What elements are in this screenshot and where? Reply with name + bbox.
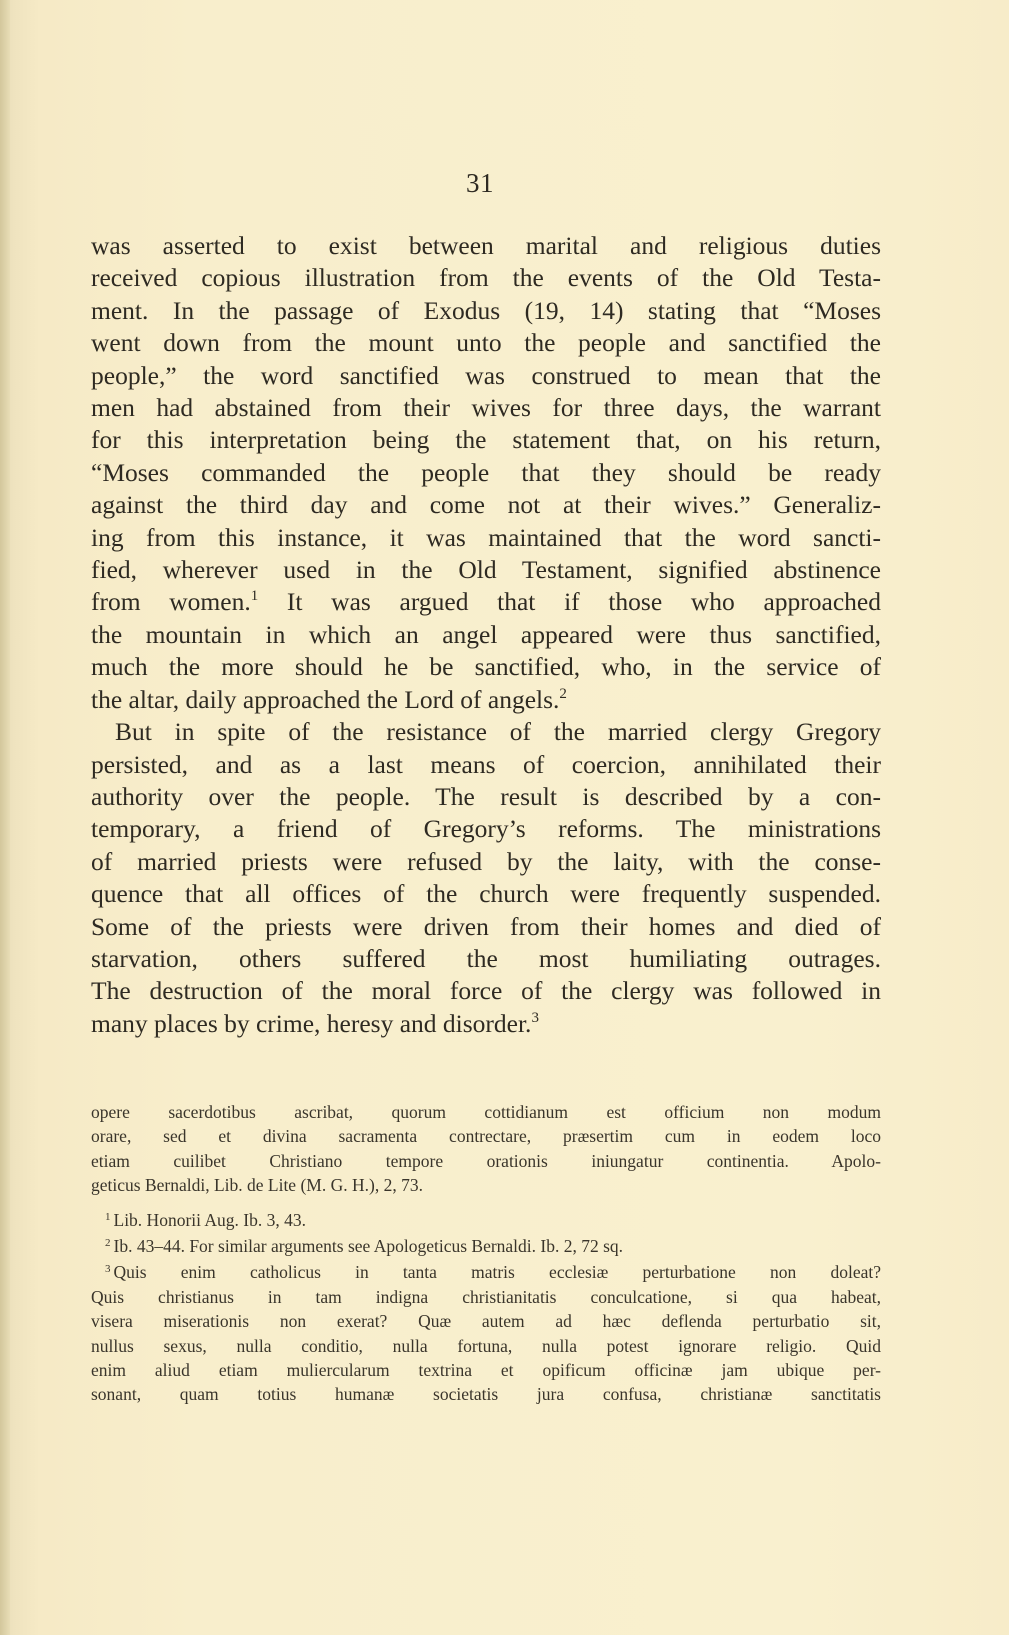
footnote-ref-2[interactable]: 2 <box>559 685 567 702</box>
body-line-tail: It was argued that if those who approached <box>258 587 881 617</box>
body-line-with-footnote-3 <box>91 1008 881 1040</box>
main-body-text <box>91 230 881 1040</box>
page-spine-edge <box>0 0 10 1635</box>
footnote-mark: 2 <box>105 1237 111 1250</box>
body-line-with-footnote-1 <box>91 586 881 618</box>
footnote-line: nullus sexus, nulla conditio, nulla fortuna, nulla potest ignorare religio. Quid <box>91 1335 881 1356</box>
body-line: went down from the mount unto the people and sanctified the <box>91 328 881 358</box>
paragraph-start-line: But in spite of the resistance of the married clergy Gregory <box>115 717 881 747</box>
body-line: received copious illustration from the events of the Old Testa- <box>91 263 881 293</box>
body-line: “Moses commanded the people that they should be ready <box>91 457 881 487</box>
footnote-text: Quis enim catholicus in tanta matris ecclesiæ perturbatione non doleat? <box>113 1262 881 1283</box>
footnote-continued <box>91 1100 881 1198</box>
footnote-mark: 3 <box>105 1263 111 1276</box>
body-line: persisted, and as a last means of coercion, annihilated their <box>91 749 881 779</box>
body-line: The destruction of the moral force of the clergy was followed in <box>91 976 881 1006</box>
footnote-text: Ib. 43–44. For similar arguments see Apologeticus Bernaldi. Ib. 2, 72 sq. <box>113 1236 624 1257</box>
footnote-ref-1[interactable]: 1 <box>250 588 259 605</box>
footnote-line: Quis christianus in tam indigna christianitatis conculcatione, si qua habeat, <box>91 1286 881 1307</box>
footnote-line: sonant, quam totius humanæ societatis jura confusa, christianæ sanctitatis <box>91 1384 881 1405</box>
footnote-line: etiam cuilibet Christiano tempore orationis iniungatur continentia. Apolo- <box>91 1150 881 1171</box>
footnote-line <box>91 1234 881 1258</box>
page-number: 31 <box>466 168 494 198</box>
body-line-text: many places by crime, heresy and disorder. <box>91 1008 532 1038</box>
body-line: authority over the people. The result is described by a con- <box>91 781 881 811</box>
footnote-line <box>91 1208 881 1232</box>
body-line-text: the altar, daily approached the Lord of angels. <box>91 684 560 714</box>
body-line: quence that all offices of the church were frequently suspended. <box>91 879 881 909</box>
footnote-1 <box>91 1208 881 1232</box>
footnote-ref-3[interactable]: 3 <box>531 1009 539 1026</box>
body-line: the mountain in which an angel appeared were thus sanctified, <box>91 619 881 649</box>
body-line: people,” the word sanctified was construed to mean that the <box>91 360 881 390</box>
footnotes-section <box>91 1100 881 1417</box>
footnote-mark: 1 <box>105 1210 111 1223</box>
body-line: ment. In the passage of Exodus (19, 14) stating that “Moses <box>91 295 881 325</box>
body-line: men had abstained from their wives for three days, the warrant <box>91 393 881 423</box>
body-line: Some of the priests were driven from their homes and died of <box>91 911 881 941</box>
body-line: starvation, others suffered the most humiliating outrages. <box>91 943 881 973</box>
body-line: for this interpretation being the statement that, on his return, <box>91 425 881 455</box>
footnote-line: visera miserationis non exerat? Quæ autem ad hæc deflenda perturbatio sit, <box>91 1311 881 1332</box>
body-line: much the more should he be sanctified, who, in the service of <box>91 652 881 682</box>
body-line-head: from women. <box>91 587 251 617</box>
footnote-line: orare, sed et divina sacramenta contrectare, præsertim cum in eodem loco <box>91 1126 881 1147</box>
footnote-3 <box>91 1260 881 1406</box>
body-line: against the third day and come not at their wives.” Generaliz- <box>91 490 881 520</box>
body-line: was asserted to exist between marital and religious duties <box>91 231 881 260</box>
footnote-text: Lib. Honorii Aug. Ib. 3, 43. <box>113 1209 306 1230</box>
footnote-line: opere sacerdotibus ascribat, quorum cottidianum est officium non modum <box>91 1102 881 1122</box>
footnote-line <box>91 1260 881 1284</box>
body-line: ing from this instance, it was maintained that the word sancti- <box>91 522 881 552</box>
body-line: of married priests were refused by the laity, with the conse- <box>91 846 881 876</box>
body-line: fied, wherever used in the Old Testament, signified abstinence <box>91 555 881 585</box>
body-line: temporary, a friend of Gregory’s reforms. The ministrations <box>91 814 881 844</box>
footnote-line: geticus Bernaldi, Lib. de Lite (M. G. H.), 2, 73. <box>91 1175 423 1196</box>
footnote-line: enim aliud etiam muliercularum textrina et opificum officinæ jam ubique per- <box>91 1360 881 1381</box>
body-line-with-footnote-2 <box>91 684 881 716</box>
footnote-2 <box>91 1234 881 1258</box>
